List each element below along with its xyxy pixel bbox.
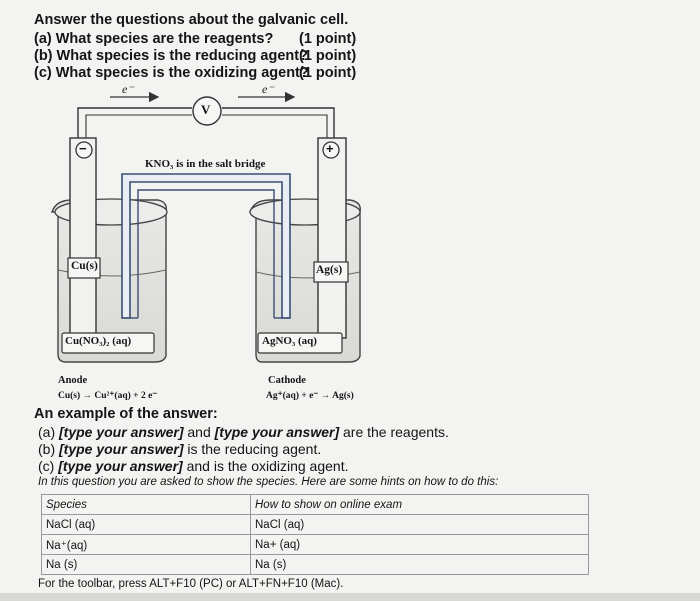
example-line-c: (c) [type your answer] and is the oxidizing agent. bbox=[38, 458, 349, 474]
table-cell: Na (s) bbox=[42, 555, 251, 575]
minus-sign: − bbox=[79, 141, 87, 156]
galvanic-cell-diagram bbox=[0, 80, 700, 370]
question-a: (a) What species are the reagents? bbox=[34, 31, 274, 47]
table-cell: Na⁺(aq) bbox=[42, 535, 251, 555]
voltmeter-label: V bbox=[201, 102, 211, 117]
question-a-points: (1 point) bbox=[299, 31, 357, 47]
toolbar-hint: For the toolbar, press ALT+F10 (PC) or ALT+FN+F10 (Mac). bbox=[38, 578, 344, 590]
table-row bbox=[42, 515, 589, 535]
answer-blank-c: [type your answer] bbox=[58, 458, 183, 474]
question-c-points: (1 point) bbox=[299, 65, 357, 81]
anode-label: Anode bbox=[58, 375, 88, 386]
table-row bbox=[42, 555, 589, 575]
table-cell: NaCl (aq) bbox=[42, 515, 251, 535]
right-electrode-label: Ag(s) bbox=[316, 264, 343, 276]
salt-bridge-label: KNO₃ is in the salt bridge bbox=[145, 158, 266, 170]
table-header-species: Species bbox=[42, 495, 251, 515]
answer-blank-b: [type your answer] bbox=[59, 441, 184, 457]
answer-blank-a1: [type your answer] bbox=[59, 424, 184, 440]
right-solution-label: AgNO₃ (aq) bbox=[262, 335, 317, 347]
copper-electrode bbox=[70, 138, 96, 338]
left-solution-label: Cu(NO₃)₂ (aq) bbox=[65, 335, 132, 347]
hint-table bbox=[41, 494, 589, 575]
example-heading: An example of the answer: bbox=[34, 406, 218, 422]
table-cell: Na+ (aq) bbox=[251, 535, 589, 555]
left-electrode-label: Cu(s) bbox=[71, 260, 98, 272]
wire-left bbox=[78, 108, 192, 138]
question-b: (b) What species is the reducing agent? bbox=[34, 48, 308, 64]
editor-bottom-edge bbox=[0, 593, 700, 601]
table-header-row bbox=[42, 495, 589, 515]
cathode-reaction: Ag⁺(aq) + e⁻ → Ag(s) bbox=[266, 391, 354, 401]
electron-label-right: e⁻ bbox=[262, 82, 274, 96]
example-line-a: (a) [type your answer] and [type your answer] are the reagents. bbox=[38, 424, 449, 440]
table-cell: NaCl (aq) bbox=[251, 515, 589, 535]
table-cell: Na (s) bbox=[251, 555, 589, 575]
silver-electrode bbox=[318, 138, 346, 338]
table-row bbox=[42, 535, 589, 555]
question-c: (c) What species is the oxidizing agent? bbox=[34, 65, 309, 81]
hint-text: In this question you are asked to show the species. Here are some hints on how to do this: bbox=[38, 476, 499, 488]
cathode-label: Cathode bbox=[268, 375, 306, 386]
table-header-how: How to show on online exam bbox=[251, 495, 589, 515]
anode-reaction: Cu(s) → Cu²⁺(aq) + 2 e⁻ bbox=[58, 391, 158, 401]
question-title: Answer the questions about the galvanic cell. bbox=[34, 12, 349, 28]
answer-blank-a2: [type your answer] bbox=[214, 424, 340, 440]
wire-right bbox=[222, 108, 334, 138]
example-line-b: (b) [type your answer] is the reducing agent. bbox=[38, 441, 322, 457]
plus-sign: + bbox=[326, 141, 334, 156]
electron-label-left: e⁻ bbox=[122, 82, 134, 96]
question-b-points: (1 point) bbox=[299, 48, 357, 64]
